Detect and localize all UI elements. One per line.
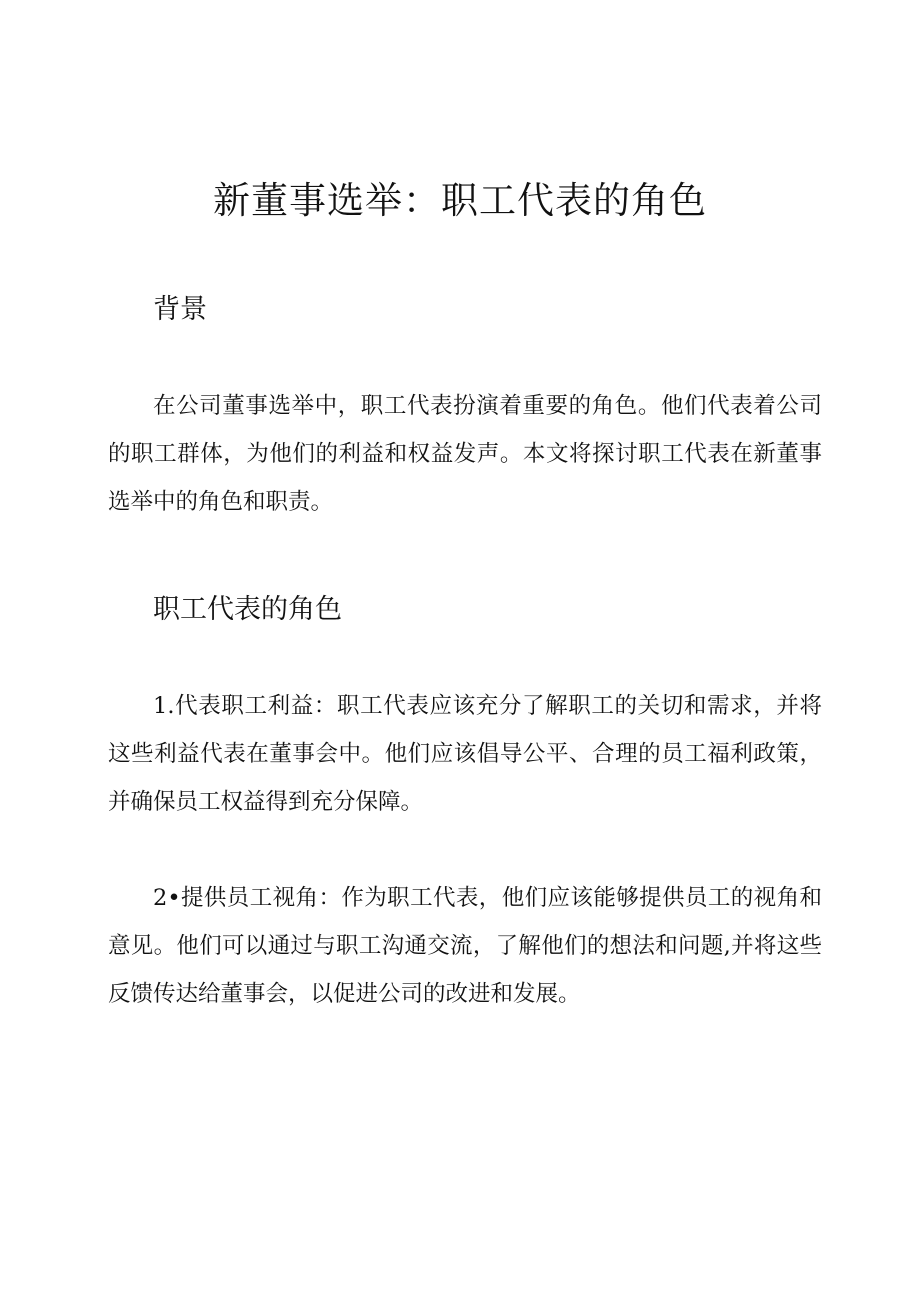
- document-title: 新董事选举：职工代表的角色: [213, 179, 707, 222]
- section-heading-background: 背景: [153, 294, 207, 325]
- paragraph-represent-interests: 1.代表职工利益：职工代表应该充分了解职工的关切和需求，并将这些利益代表在董事会中。他们应该倡导公平、合理的员工福利政策，并确保员工权益得到充分保障。: [108, 693, 822, 815]
- section-heading-employee-role: 职工代表的角色: [153, 594, 342, 625]
- paragraph-background: 在公司董事选举中，职工代表扮演着重要的角色。他们代表着公司的职工群体，为他们的利益和权益发声。本文将探讨职工代表在新董事选举中的角色和职责。: [108, 393, 822, 515]
- paragraph-employee-perspective: 2•提供员工视角：作为职工代表，他们应该能够提供员工的视角和意见。他们可以通过与职工沟通交流，了解他们的想法和问题,并将这些反馈传达给董事会，以促进公司的改进和发展。: [108, 885, 822, 1007]
